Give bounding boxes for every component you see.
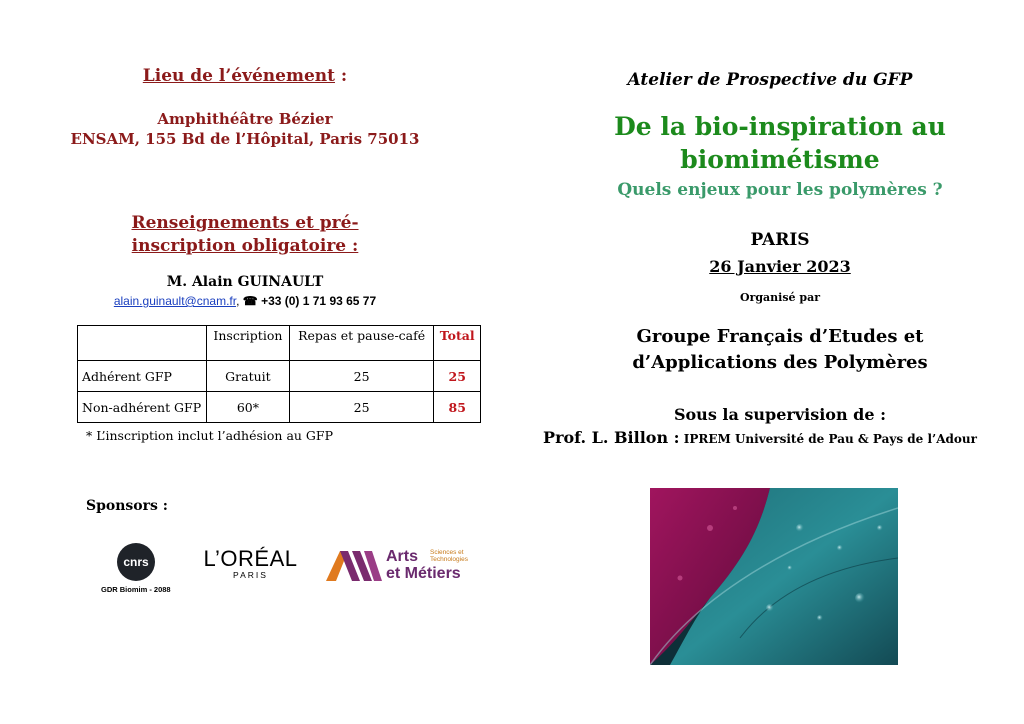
loreal-wordmark: L’ORÉAL — [203, 546, 298, 571]
cnrs-caption: GDR Biomim - 2088 — [101, 585, 171, 594]
contact-line: alain.guinault@cnam.fr, ☎ +33 (0) 1 71 93 65 77 — [113, 294, 377, 308]
pricing-table — [77, 325, 481, 423]
arts-et-metiers-mark-icon — [326, 545, 384, 585]
pricing-header-cell: Repas et pause-café — [289, 326, 434, 361]
contact-name: M. Alain GUINAULT — [166, 274, 324, 290]
registration-heading: Renseignements et pré- inscription obligatoire : — [131, 213, 359, 256]
arts-et-metiers-line2: et Métiers — [386, 565, 461, 582]
pricing-header-row — [78, 326, 481, 361]
event-subtitle: Quels enjeux pour les polymères ? — [617, 180, 943, 200]
organizer-line2: d’Applications des Polymères — [632, 352, 928, 373]
pricing-cell: 25 — [289, 361, 434, 392]
arts-et-metiers-line1: Arts — [386, 548, 419, 565]
pricing-header-cell: Inscription — [207, 326, 290, 361]
supervisor-name: Prof. L. Billon : — [543, 428, 680, 447]
loreal-subtitle: PARIS — [233, 570, 268, 580]
loreal-logo — [193, 548, 308, 580]
pricing-cell: 60* — [207, 392, 290, 423]
sponsors-heading: Sponsors : — [86, 498, 168, 514]
pricing-header-cell — [78, 326, 207, 361]
supervisor-affiliation: IPREM Université de Pau & Pays de l’Adour — [679, 432, 977, 446]
leaf-photo — [650, 488, 898, 665]
event-title-line1: De la bio-inspiration au — [614, 112, 946, 141]
phone-icon: ☎ — [242, 294, 258, 308]
supervisor — [520, 428, 1000, 447]
arts-et-metiers-logo — [326, 545, 486, 585]
pricing-cell: Non-adhérent GFP — [78, 392, 207, 423]
contact-email-link[interactable]: alain.guinault@cnam.fr — [113, 294, 237, 308]
organized-by: Organisé par — [739, 291, 820, 304]
pricing-cell: 85 — [434, 392, 481, 423]
footnote: * L’inscription inclut l’adhésion au GFP — [86, 428, 333, 443]
workshop-title: Atelier de Prospective du GFP — [627, 70, 913, 90]
contact-phone: +33 (0) 1 71 93 65 77 — [261, 294, 377, 308]
arts-et-metiers-tagline: Sciences et Technologies — [430, 549, 468, 563]
supervision-heading: Sous la supervision de : — [673, 405, 887, 424]
event-city: PARIS — [750, 230, 810, 250]
venue-heading: Lieu de l’événement : — [142, 66, 348, 86]
pricing-cell: Adhérent GFP — [78, 361, 207, 392]
venue-name: Amphithéâtre Bézier — [157, 110, 333, 128]
cnrs-logo — [101, 543, 171, 594]
pricing-cell: Gratuit — [207, 361, 290, 392]
pricing-cell: 25 — [289, 392, 434, 423]
pricing-header-cell: Total — [434, 326, 481, 361]
leaf-photo-image — [650, 488, 898, 665]
event-date: 26 Janvier 2023 — [709, 257, 851, 276]
event-title-line2: biomimétisme — [680, 145, 880, 174]
pricing-row — [78, 361, 481, 392]
pricing-cell: 25 — [434, 361, 481, 392]
pricing-row — [78, 392, 481, 423]
cnrs-mark: cnrs — [117, 543, 155, 581]
organizer-line1: Groupe Français d’Etudes et — [636, 326, 924, 347]
venue-address: ENSAM, 155 Bd de l’Hôpital, Paris 75013 — [70, 130, 420, 148]
